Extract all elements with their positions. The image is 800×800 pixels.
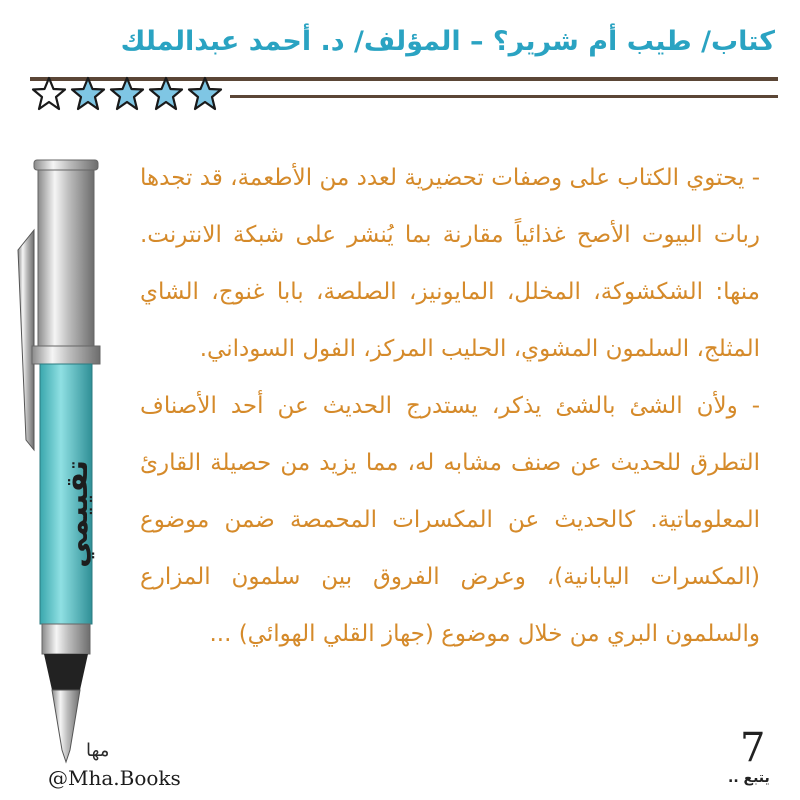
signature-name: مها	[86, 740, 110, 761]
header-title: كتاب/ طيب أم شرير؟ – المؤلف/ د. أحمد عبدالملك	[120, 26, 775, 57]
continued-label: يتبع ..	[728, 770, 770, 786]
star-filled-icon	[147, 76, 185, 112]
vertical-signature: تقييمي	[60, 460, 95, 568]
star-filled-icon	[69, 76, 107, 112]
paragraph-2: - ولأن الشئ بالشئ يذكر، يستدرج الحديث عن أحد الأصناف التطرق للحديث عن صنف مشابه له، مما يزيد من حصيلة القارئ المعلوماتية. كالحديث عن المكسرات المحمصة ضمن موضوع (المكسرات اليابانية)، وعرض الفروق بين سلمون المزارع والسلمون البري من خلال موضوع (جهاز القلي الهوائي) ...	[140, 393, 760, 647]
star-empty-icon	[30, 76, 68, 112]
star-filled-icon	[186, 76, 224, 112]
header-rule-bottom	[230, 95, 778, 98]
star-filled-icon	[108, 76, 146, 112]
paragraph-1: - يحتوي الكتاب على وصفات تحضيرية لعدد من الأطعمة، قد تجدها ربات البيوت الأصح غذائياً مقارنة بما يُنشر على شبكة الانترنت. منها: الشكشوكة، المخلل، المايونيز، الصلصة، بابا غنوج، الشاي المثلج، السلمون المشوي، الحليب المركز، الفول السوداني.	[140, 165, 760, 362]
page-number: 7	[740, 725, 766, 771]
author-handle[interactable]: @Mha.Books	[48, 766, 181, 790]
review-body	[140, 150, 760, 663]
rating-stars	[30, 76, 230, 112]
